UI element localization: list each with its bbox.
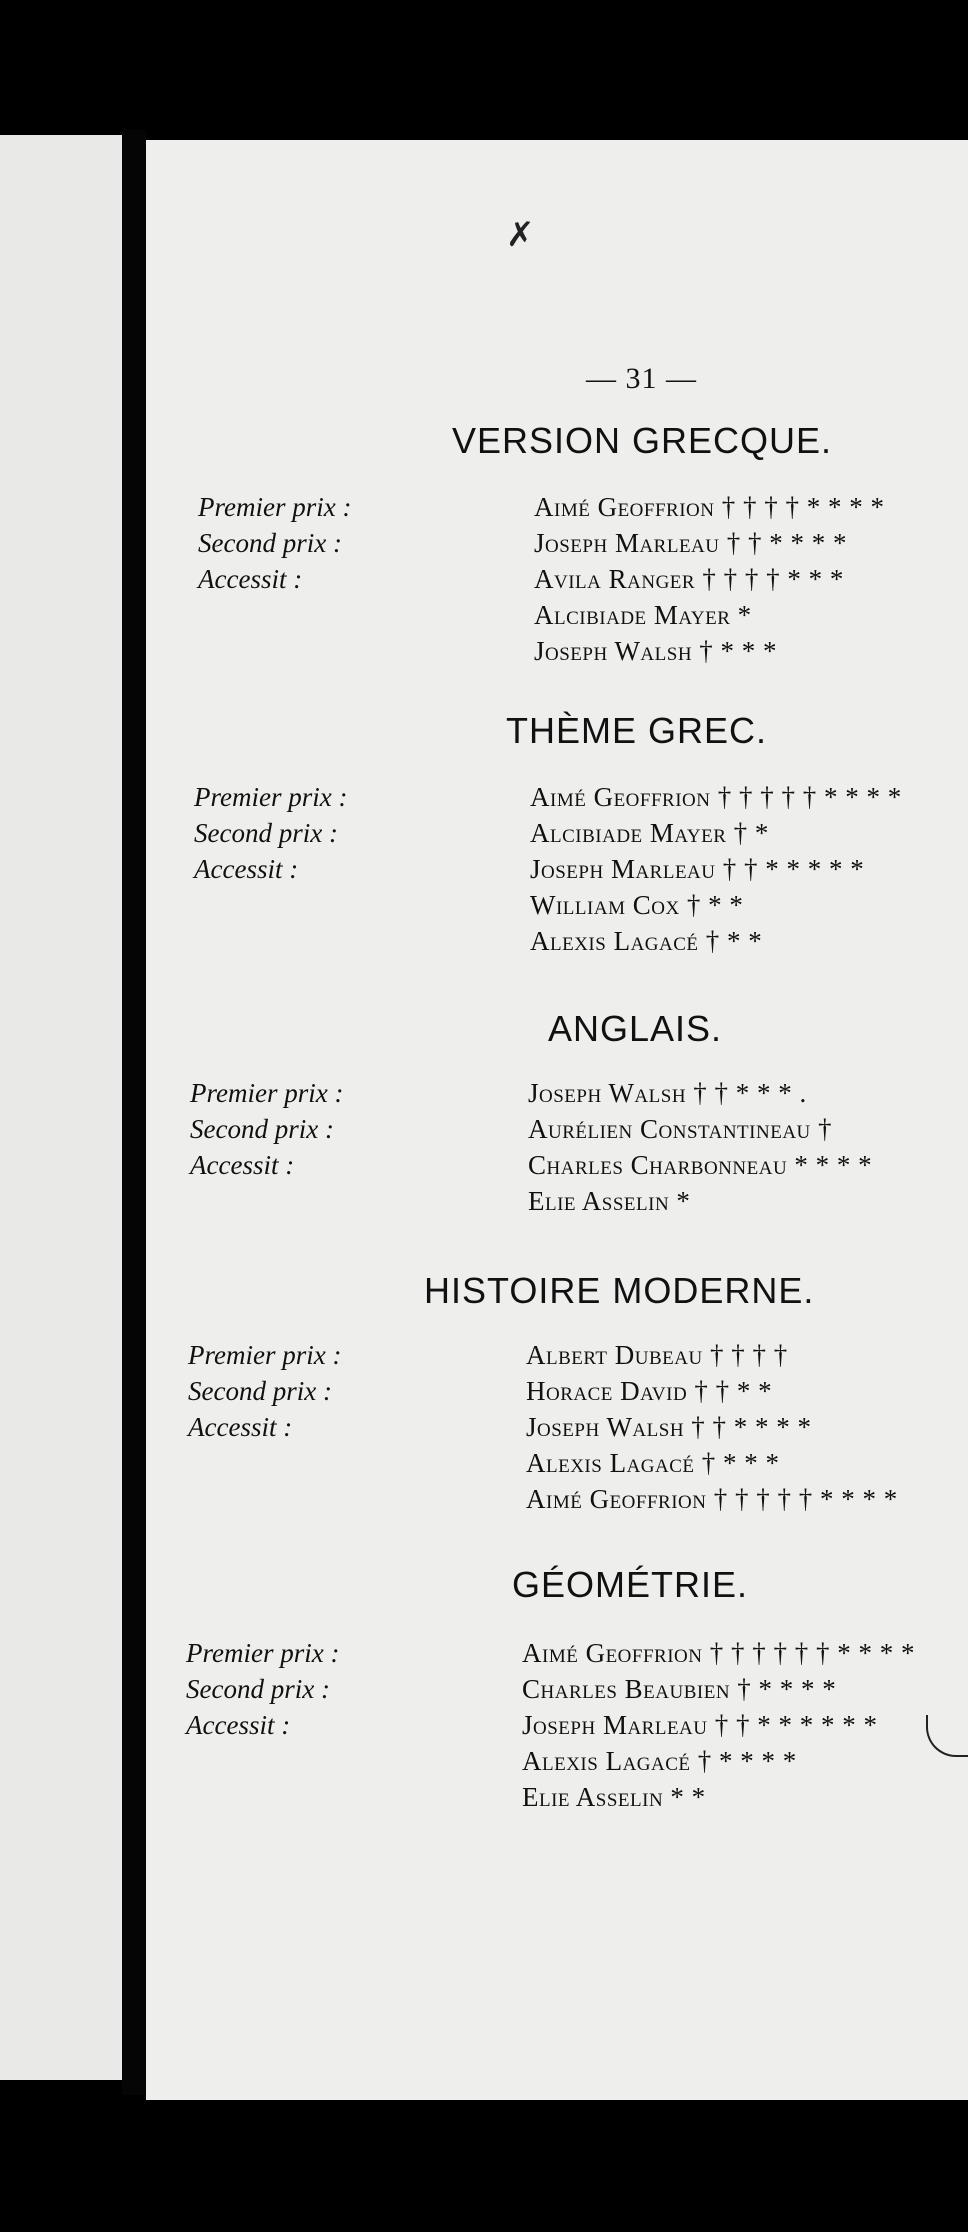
- section-title-anglais: ANGLAIS.: [548, 1008, 723, 1049]
- prize-label: Second prix :: [186, 1674, 330, 1704]
- laureate-name: Joseph Marleau † † * * * * * *: [522, 1710, 878, 1740]
- prize-label: Premier prix :: [198, 492, 352, 522]
- prize-label: Second prix :: [198, 528, 342, 558]
- prize-label: Second prix :: [188, 1376, 332, 1406]
- laureate-name: Elie Asselin *: [528, 1186, 691, 1216]
- laureate-name: Elie Asselin * *: [522, 1782, 706, 1812]
- laureate-name: Horace David † † * *: [526, 1376, 773, 1406]
- section-title-theme-grec: THÈME GREC.: [506, 710, 768, 751]
- prize-label: Accessit :: [194, 854, 299, 884]
- laureate-name: Alexis Lagacé † * * * *: [522, 1746, 797, 1776]
- laureate-name: Alcibiade Mayer † *: [530, 818, 769, 848]
- section-title-geometrie: GÉOMÉTRIE.: [512, 1564, 749, 1605]
- prize-label: Accessit :: [190, 1150, 295, 1180]
- laureate-name: William Cox † * *: [530, 890, 744, 920]
- prize-label: Premier prix :: [190, 1078, 344, 1108]
- laureate-name: Aimé Geoffrion † † † † * * * *: [534, 492, 885, 522]
- laureate-name: Aimé Geoffrion † † † † † * * * *: [526, 1484, 898, 1514]
- prize-label: Second prix :: [190, 1114, 334, 1144]
- prize-label: Premier prix :: [194, 782, 348, 812]
- laureate-name: Joseph Walsh † * * *: [534, 636, 778, 666]
- document-page: [146, 140, 968, 2100]
- prize-label: Accessit :: [186, 1710, 291, 1740]
- laureate-name: Avila Ranger † † † † * * *: [534, 564, 844, 594]
- laureate-name: Aimé Geoffrion † † † † † * * * *: [530, 782, 902, 812]
- laureate-name: Joseph Marleau † † * * * * *: [530, 854, 865, 884]
- laureate-name: Joseph Marleau † † * * * *: [534, 528, 847, 558]
- page-number: — 31 —: [586, 362, 697, 395]
- prize-label: Accessit :: [188, 1412, 293, 1442]
- laureate-name: Alcibiade Mayer *: [534, 600, 752, 630]
- laureate-name: Aurélien Constantineau †: [528, 1114, 833, 1144]
- prize-label: Second prix :: [194, 818, 338, 848]
- laureate-name: Albert Dubeau † † † †: [526, 1340, 788, 1370]
- laureate-name: Joseph Walsh † † * * * *: [526, 1412, 812, 1442]
- prize-label: Accessit :: [198, 564, 303, 594]
- section-title-histoire-moderne: HISTOIRE MODERNE.: [424, 1270, 815, 1311]
- book-gutter: [122, 130, 146, 2095]
- laureate-name: Charles Charbonneau * * * *: [528, 1150, 873, 1180]
- laureate-name: Alexis Lagacé † * * *: [526, 1448, 780, 1478]
- laureate-name: Charles Beaubien † * * * *: [522, 1674, 837, 1704]
- prize-label: Premier prix :: [188, 1340, 342, 1370]
- facing-page-edge: [0, 135, 122, 2080]
- pencil-mark-icon: ✗: [506, 215, 535, 255]
- laureate-name: Alexis Lagacé † * *: [530, 926, 763, 956]
- prize-label: Premier prix :: [186, 1638, 340, 1668]
- laureate-name: Aimé Geoffrion † † † † † † * * * *: [522, 1638, 915, 1668]
- section-title-version-grecque: VERSION GRECQUE.: [452, 420, 833, 461]
- laureate-name: Joseph Walsh † † * * * .: [528, 1078, 807, 1108]
- margin-bracket-mark: [926, 1715, 968, 1757]
